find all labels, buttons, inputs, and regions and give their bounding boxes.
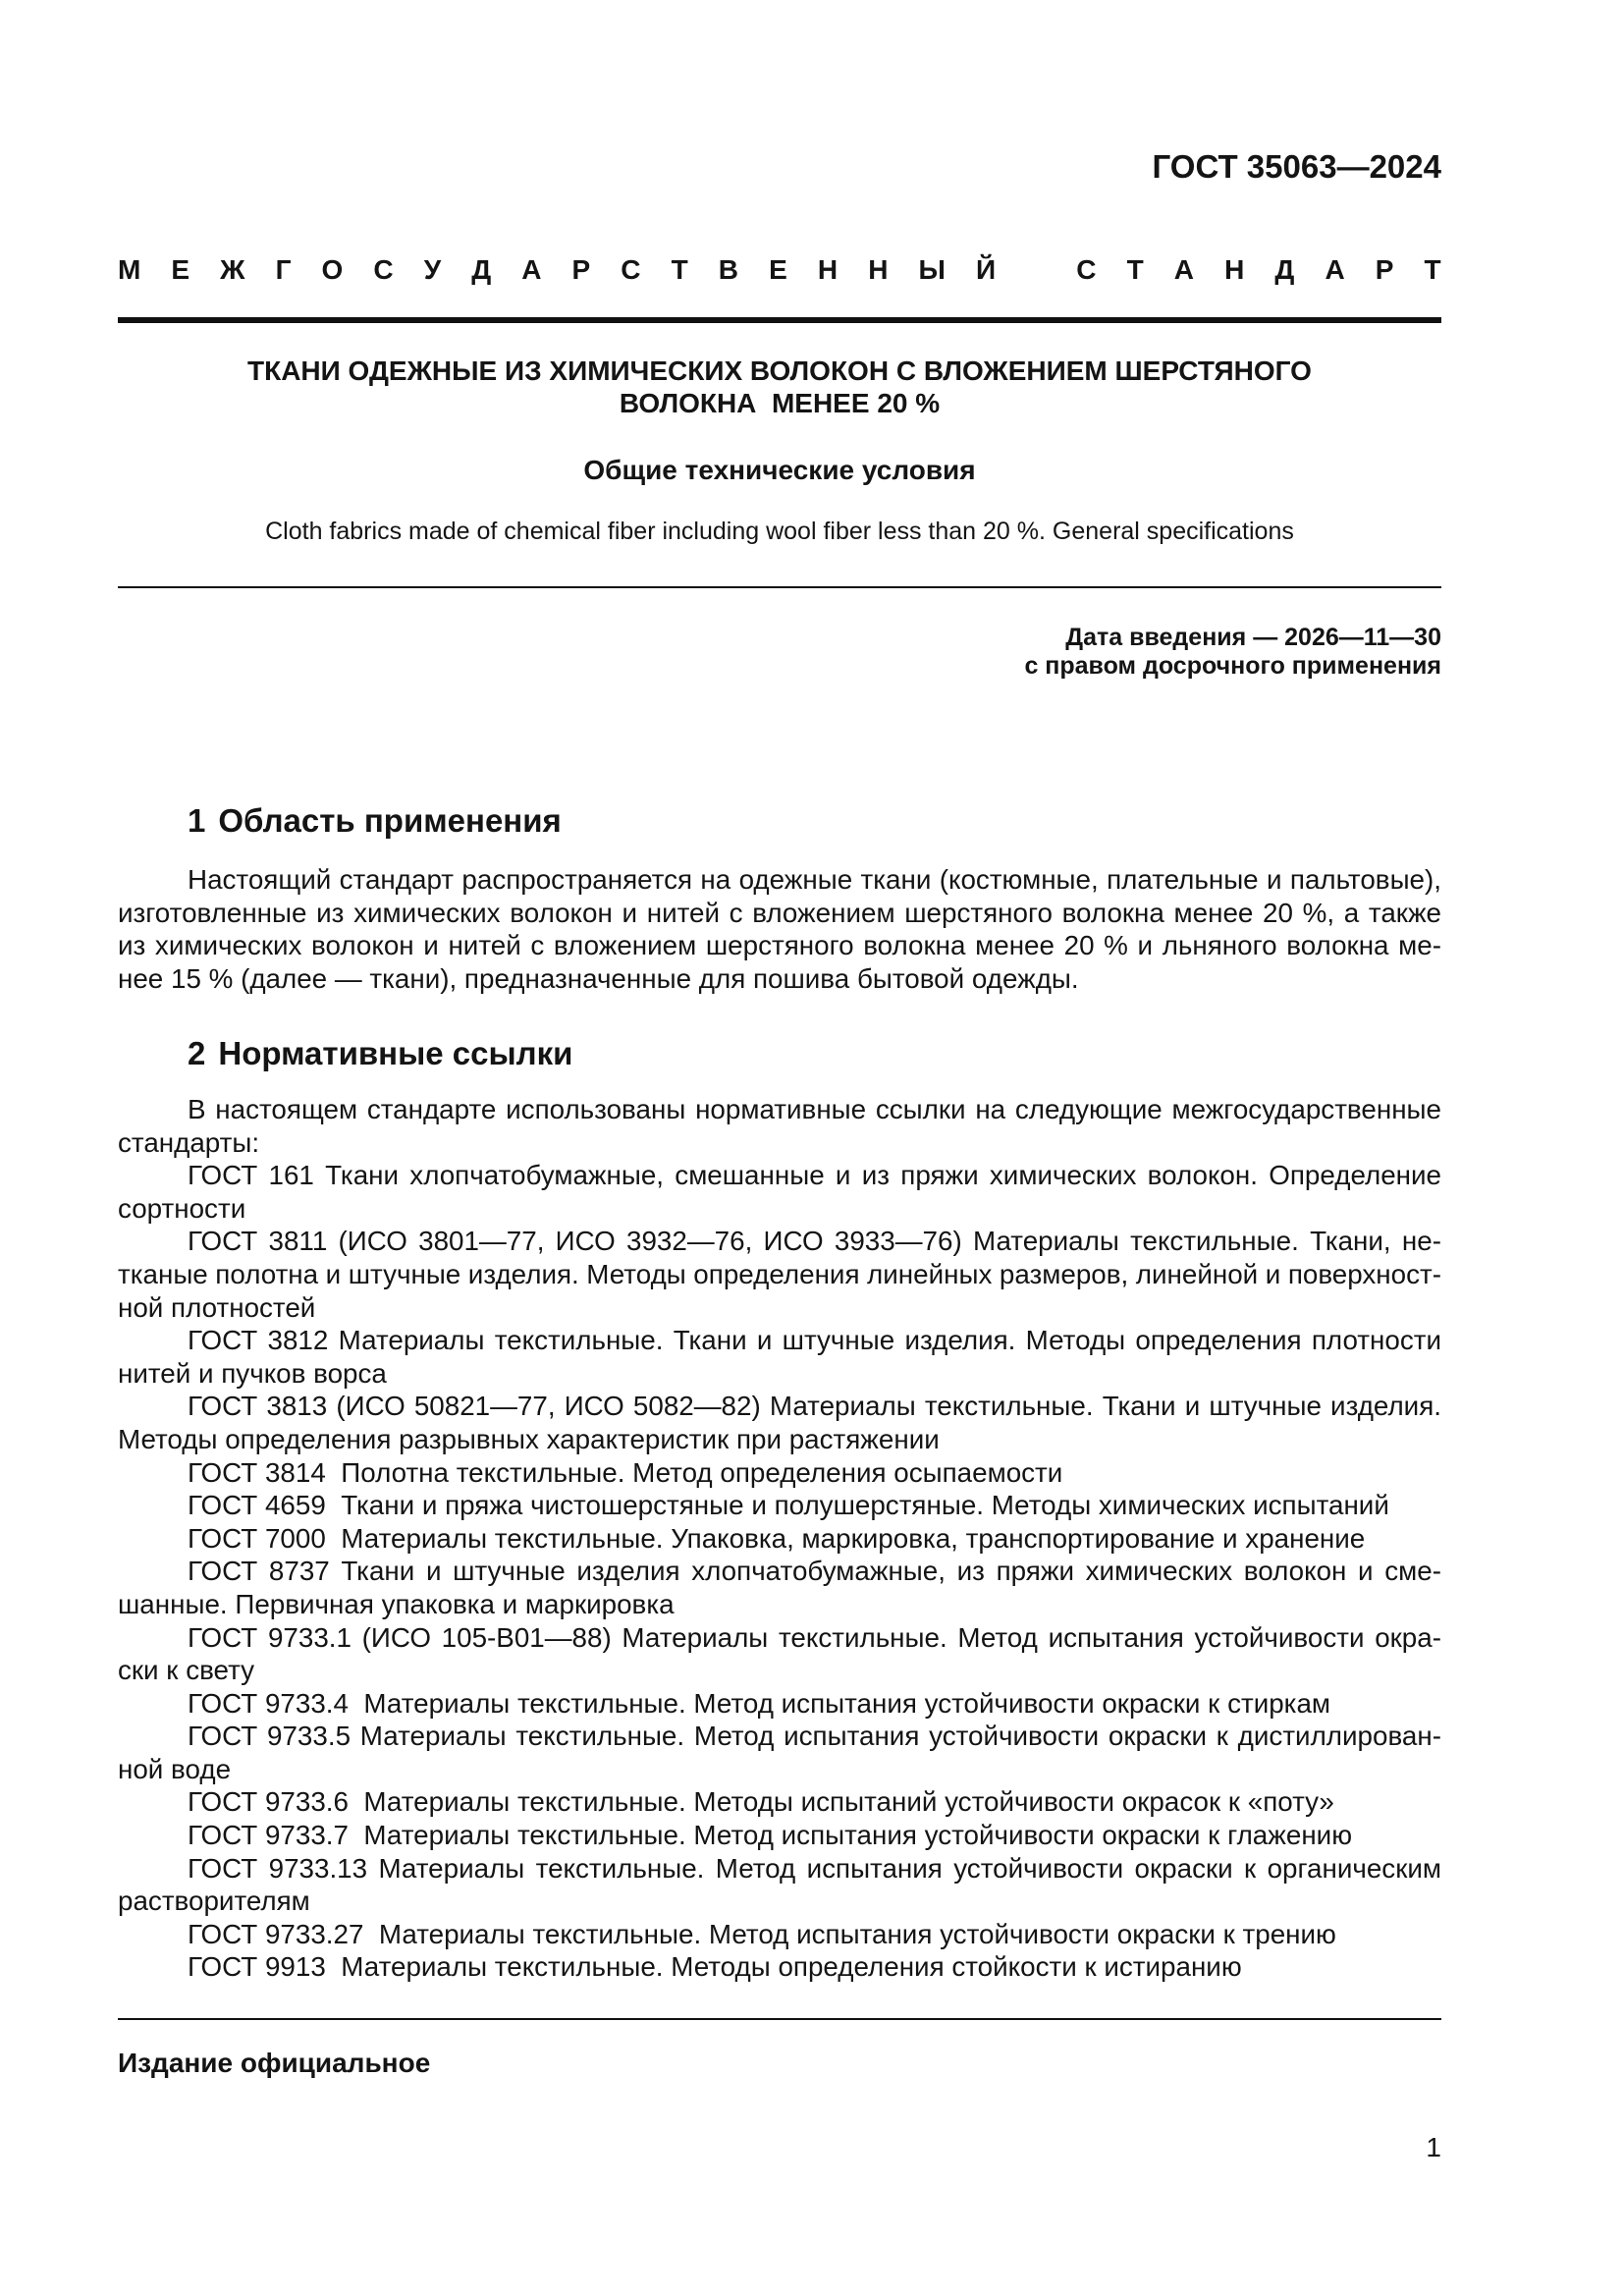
doc-number: ГОСТ 35063—2024 <box>1152 148 1441 185</box>
footer-rule <box>118 2018 1441 2020</box>
category-letter: А <box>1325 254 1345 285</box>
reference-line: ски к свету <box>118 1655 255 1686</box>
reference-line: растворителям <box>118 1886 310 1917</box>
reference-line: ГОСТ 9733.27 Материалы текстильные. Метод испытания устойчивости окраски к трению <box>188 1918 1336 1949</box>
category-letter: Т <box>1424 254 1441 285</box>
category-letter: Г <box>275 254 292 285</box>
category-letter: Д <box>1274 254 1295 285</box>
title-line: ВОЛОКНА МЕНЕЕ 20 % <box>619 388 941 418</box>
reference-line: Методы определения разрывных характеристик при растяжении <box>118 1423 940 1454</box>
section-title: Нормативные ссылки <box>218 1035 573 1071</box>
title-line: ТКАНИ ОДЕЖНЫЕ ИЗ ХИМИЧЕСКИХ ВОЛОКОН С ВЛОЖЕНИЕМ ШЕРСТЯНОГО <box>247 355 1312 386</box>
body-line: стандарты: <box>118 1126 260 1158</box>
reference-line: нитей и пучков ворса <box>118 1357 387 1389</box>
category-letter: М <box>118 254 141 285</box>
reference-line: ГОСТ 9733.4 Материалы текстильные. Метод испытания устойчивости окраски к стиркам <box>188 1687 1331 1719</box>
reference-line: ГОСТ 8737 Ткани и штучные изделия хлопчатобумажные, из пряжи химических волокон и сме- <box>188 1556 1441 1587</box>
reference-line: шанные. Первичная упаковка и маркировка <box>118 1588 675 1619</box>
early-application-note: с правом досрочного применения <box>1024 652 1441 680</box>
category-letter: Т <box>671 254 688 285</box>
reference-line: ной плотностей <box>118 1291 316 1323</box>
reference-line: ГОСТ 3814 Полотна текстильные. Метод определения осыпаемости <box>188 1456 1063 1488</box>
reference-line: ГОСТ 3811 (ИСО 3801—77, ИСО 3932—76, ИСО 3933—76) Материалы текстильные. Ткани, не- <box>188 1226 1441 1257</box>
reference-line: ГОСТ 9733.7 Материалы текстильные. Метод испытания устойчивости окраски к глажению <box>188 1820 1353 1851</box>
header-rule <box>118 317 1441 323</box>
category-letter: А <box>1173 254 1195 285</box>
category-letter: Т <box>1126 254 1144 285</box>
category-letter: С <box>1076 254 1097 285</box>
section-number: 2 <box>188 1035 206 1071</box>
english-title: Cloth fabrics made of chemical fiber including wool fiber less than 20 %. General specifications <box>265 518 1294 545</box>
body-line: Настоящий стандарт распространяется на одежные ткани (костюмные, плательные и пальтовые), <box>188 864 1441 895</box>
title-rule <box>118 586 1441 588</box>
category-letter: У <box>423 254 442 285</box>
body-line: из химических волокон и нитей с вложением шерстяного волокна менее 20 % и льняного волокна ме- <box>118 930 1441 961</box>
category-letter: Н <box>868 254 889 285</box>
category-letter: С <box>621 254 641 285</box>
category-letter: Р <box>571 254 591 285</box>
category-letter: Р <box>1375 254 1394 285</box>
reference-line: ГОСТ 9733.13 Материалы текстильные. Метод испытания устойчивости окраски к органическим <box>188 1852 1441 1884</box>
edition-label: Издание официальное <box>118 2048 431 2078</box>
effective-date: Дата введения — 2026—11—30 <box>1065 624 1441 651</box>
reference-line: ГОСТ 9733.1 (ИСО 105-В01—88) Материалы текстильные. Метод испытания устойчивости окра- <box>188 1621 1441 1653</box>
category-letter: Ж <box>220 254 245 285</box>
body-line: В настоящем стандарте использованы нормативные ссылки на следующие межгосударственные <box>188 1094 1441 1124</box>
reference-line: ГОСТ 4659 Ткани и пряжа чистошерстяные и полушерстяные. Методы химических испытаний <box>188 1490 1389 1521</box>
effective-date-block <box>118 624 1441 681</box>
category-letter: С <box>373 254 394 285</box>
reference-line: сортности <box>118 1192 246 1224</box>
category-letter: Н <box>1224 254 1245 285</box>
reference-line: ГОСТ 9913 Материалы текстильные. Методы определения стойкости к истиранию <box>188 1951 1242 1983</box>
section-heading <box>188 801 1441 841</box>
section-heading <box>188 1034 1441 1073</box>
category-letter: А <box>521 254 542 285</box>
category-letter: В <box>718 254 739 285</box>
category-letter: Ы <box>918 254 946 285</box>
reference-line: ГОСТ 9733.6 Материалы текстильные. Методы испытаний устойчивости окрасок к «поту» <box>188 1786 1334 1818</box>
category-letter: Д <box>471 254 492 285</box>
reference-line: ГОСТ 3812 Материалы текстильные. Ткани и штучные изделия. Методы определения плотности <box>188 1325 1441 1356</box>
category-letter: Е <box>171 254 190 285</box>
section-number: 1 <box>188 802 206 839</box>
reference-line: ГОСТ 7000 Материалы текстильные. Упаковка, маркировка, транспортирование и хранение <box>188 1522 1366 1554</box>
reference-line: тканые полотна и штучные изделия. Методы определения линейных размеров, линейной и поверхност- <box>118 1258 1441 1289</box>
standard-category <box>118 253 1441 287</box>
category-letter: Й <box>976 254 997 285</box>
section-body <box>118 1093 1441 1984</box>
category-letter: Н <box>817 254 839 285</box>
section-title: Область применения <box>218 802 562 839</box>
body-line: нее 15 % (далее — ткани), предназначенные для пошива бытовой одежды. <box>118 962 1079 994</box>
section-body <box>118 863 1441 995</box>
reference-line: ной воде <box>118 1753 232 1784</box>
category-letter: О <box>321 254 344 285</box>
reference-line: ГОСТ 161 Ткани хлопчатобумажные, смешанные и из пряжи химических волокон. Определение <box>188 1160 1441 1191</box>
reference-line: ГОСТ 3813 (ИСО 50821—77, ИСО 5082—82) Материалы текстильные. Ткани и штучные изделия. <box>188 1391 1441 1422</box>
page-number: 1 <box>1426 2132 1441 2162</box>
category-letter: Е <box>769 254 787 285</box>
reference-line: ГОСТ 9733.5 Материалы текстильные. Метод испытания устойчивости окраски к дистиллирован- <box>188 1721 1441 1752</box>
document-title <box>118 355 1441 419</box>
document-subtitle: Общие технические условия <box>583 455 976 485</box>
body-line: изготовленные из химических волокон и нитей с вложением шерстяного волокна менее 20 %, а также <box>118 897 1441 928</box>
